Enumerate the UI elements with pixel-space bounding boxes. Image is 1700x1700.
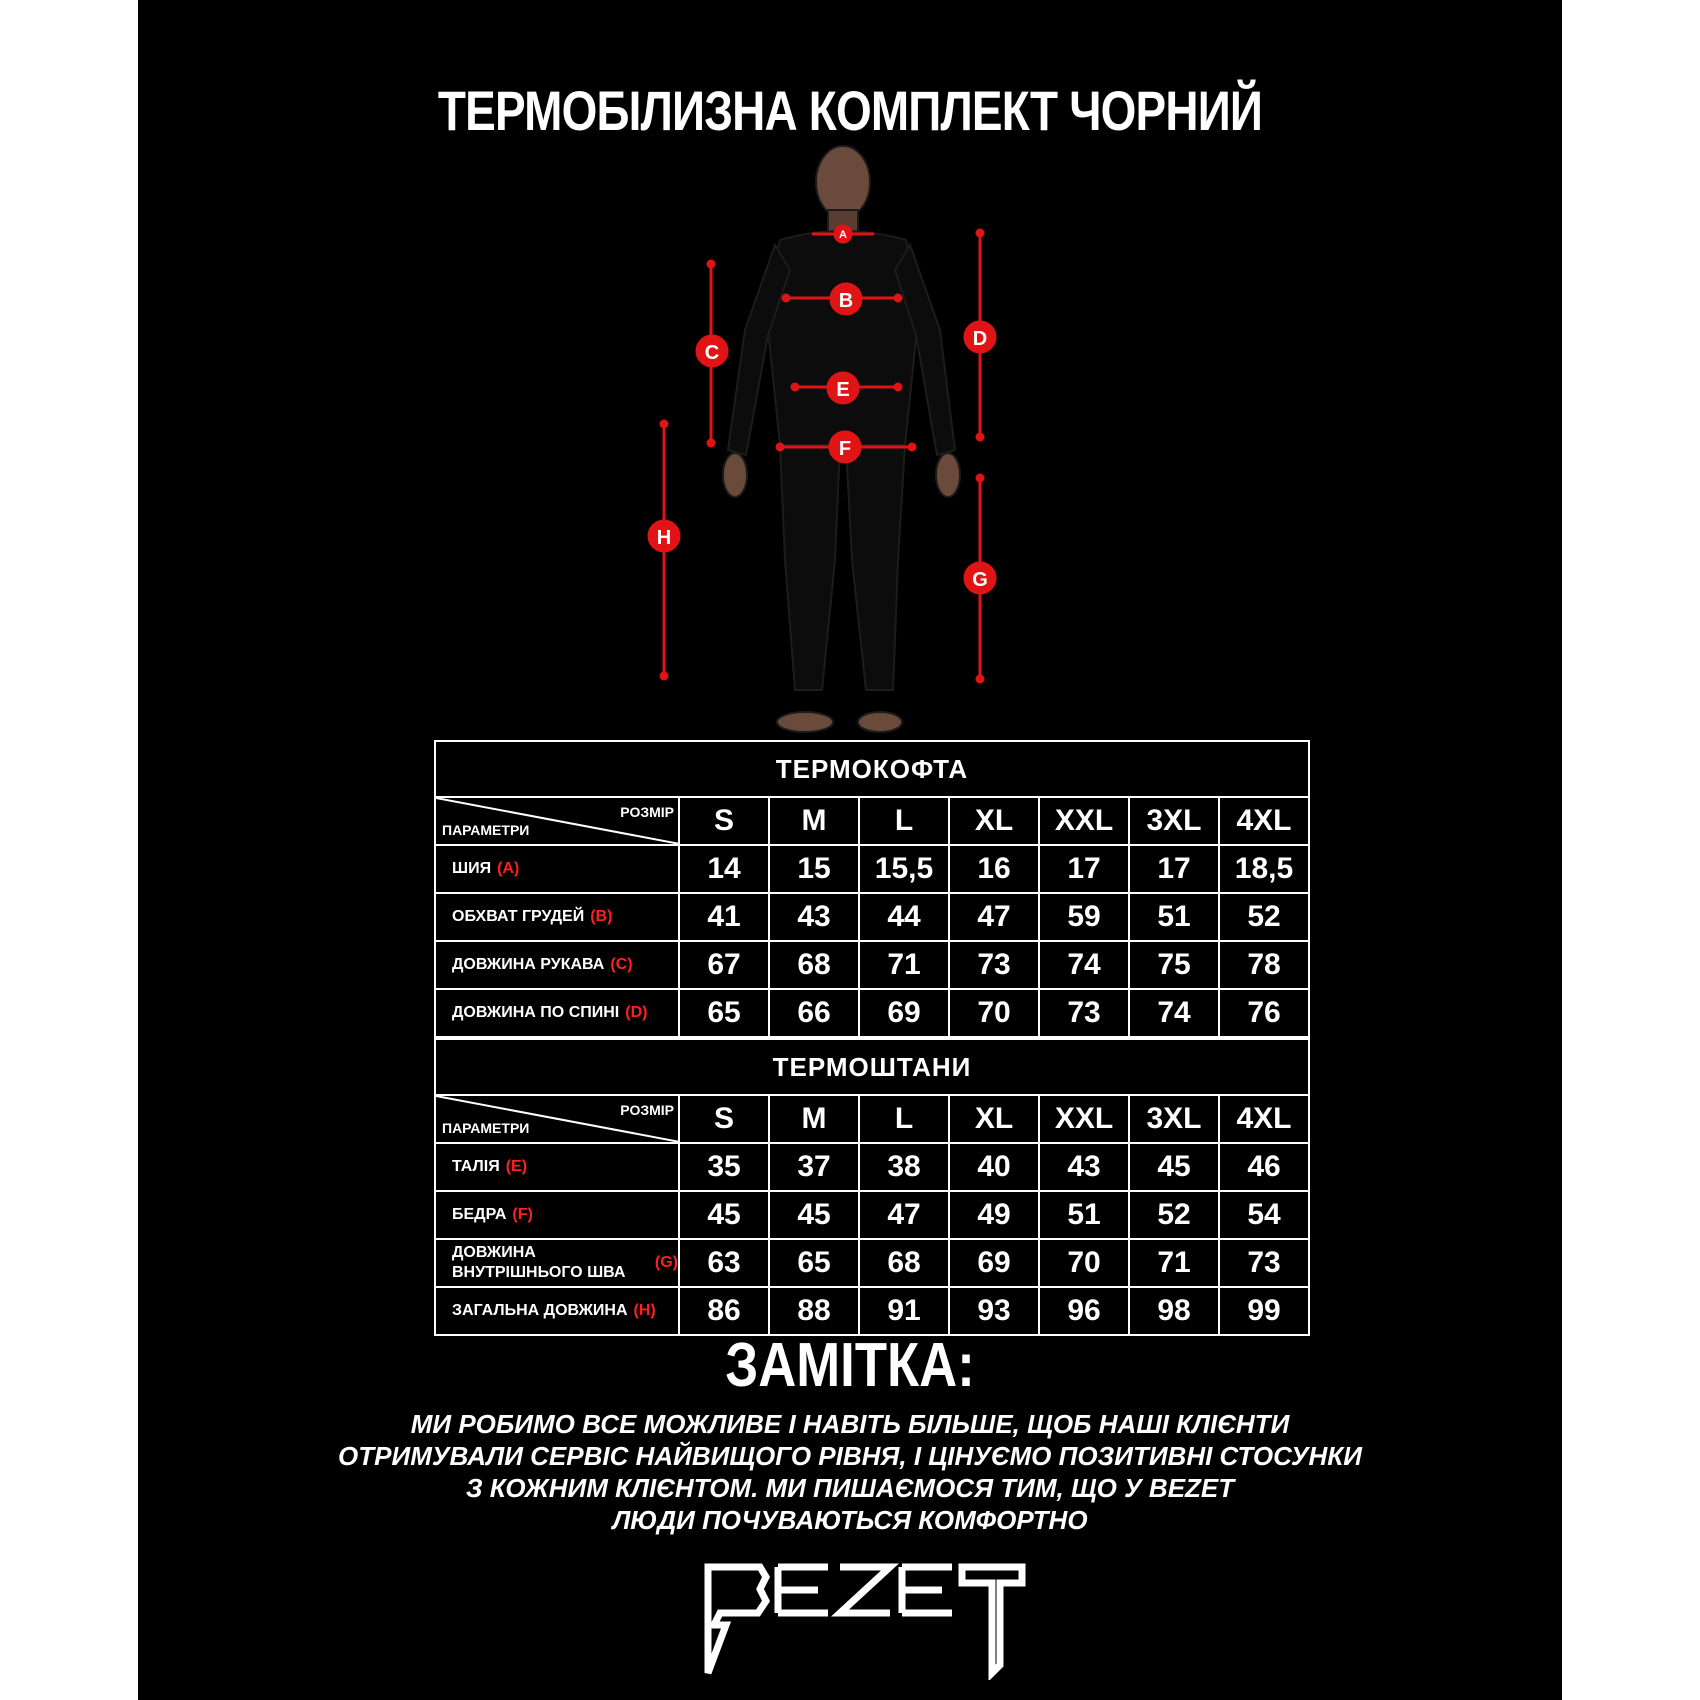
table-row — [436, 942, 1308, 990]
table-cell: 73 — [1247, 1246, 1281, 1279]
marker-label-e: E — [836, 379, 850, 401]
note-line: ОТРИМУВАЛИ СЕРВІС НАЙВИЩОГО РІВНЯ, І ЦІНУЄМО ПОЗИТИВНІ СТОСУНКИ — [338, 1441, 1362, 1471]
table-cell: 35 — [680, 1144, 770, 1190]
table-row — [436, 1240, 1308, 1288]
table-cell: 96 — [1040, 1288, 1130, 1334]
table-cell: 46 — [1247, 1150, 1281, 1183]
size-header: 3XL — [1130, 798, 1220, 844]
top-table-corner-cell — [436, 798, 680, 844]
table-cell: 71 — [1130, 1240, 1220, 1286]
table-cell: 47 — [860, 1192, 950, 1238]
note-line: МИ РОБИМО ВСЕ МОЖЛИВЕ І НАВІТЬ БІЛЬШЕ, ЩОБ НАШІ КЛІЄНТИ — [410, 1409, 1290, 1439]
table-cell: 93 — [950, 1288, 1040, 1334]
table-cell: 38 — [860, 1144, 950, 1190]
marker-label-g: G — [972, 569, 988, 591]
table-cell: 15,5 — [860, 846, 950, 892]
table-cell: 44 — [860, 894, 950, 940]
row-label: ШИЯ (A) — [436, 846, 680, 892]
table-cell: 68 — [860, 1240, 950, 1286]
table-cell: 47 — [950, 894, 1040, 940]
table-cell: 51 — [1040, 1192, 1130, 1238]
row-label: ТАЛІЯ (E) — [436, 1144, 680, 1190]
bezet-logo — [700, 1555, 1030, 1680]
page-title: ТЕРМОБІЛИЗНА КОМПЛЕКТ ЧОРНИЙ — [437, 79, 1263, 142]
table-cell: 70 — [950, 990, 1040, 1036]
row-label: ДОВЖИНА РУКАВА (C) — [436, 942, 680, 988]
table-cell: 51 — [1130, 894, 1220, 940]
size-header: S — [680, 1096, 770, 1142]
table-cell: 75 — [1130, 942, 1220, 988]
corner-params-label: ПАРАМЕТРИ — [442, 822, 530, 838]
table-cell: 70 — [1040, 1240, 1130, 1286]
top-table-header-row — [436, 798, 1308, 846]
note-heading: ЗАМІТКА: — [725, 1331, 975, 1400]
top-table-title: ТЕРМОКОФТА — [436, 742, 1308, 798]
row-label: ЗАГАЛЬНА ДОВЖИНА (H) — [436, 1288, 680, 1334]
table-cell: 43 — [1040, 1144, 1130, 1190]
marker-label-a: A — [839, 229, 847, 241]
size-chart-table — [434, 740, 1310, 1336]
table-cell: 88 — [770, 1288, 860, 1334]
table-cell: 45 — [1130, 1144, 1220, 1190]
table-cell: 68 — [770, 942, 860, 988]
table-cell: 69 — [860, 990, 950, 1036]
table-cell: 18,5 — [1234, 852, 1294, 885]
table-row — [436, 1288, 1308, 1334]
table-cell: 76 — [1247, 996, 1281, 1029]
table-cell: 17 — [1040, 846, 1130, 892]
table-cell: 45 — [770, 1192, 860, 1238]
size-header: 4XL — [1236, 1102, 1292, 1135]
table-cell: 41 — [680, 894, 770, 940]
table-row — [436, 846, 1308, 894]
table-cell: 67 — [680, 942, 770, 988]
table-cell: 98 — [1130, 1288, 1220, 1334]
table-cell: 74 — [1040, 942, 1130, 988]
note-text — [230, 1408, 1470, 1536]
table-row — [436, 990, 1308, 1038]
table-cell: 86 — [680, 1288, 770, 1334]
model-figure-illustration — [0, 0, 1700, 740]
bottom-table-title: ТЕРМОШТАНИ — [436, 1038, 1308, 1096]
marker-label-d: D — [972, 328, 988, 350]
note-line: ЛЮДИ ПОЧУВАЮТЬСЯ КОМФОРТНО — [612, 1505, 1088, 1535]
table-cell: 49 — [950, 1192, 1040, 1238]
table-cell: 59 — [1040, 894, 1130, 940]
table-cell: 14 — [680, 846, 770, 892]
table-cell: 73 — [1040, 990, 1130, 1036]
corner-size-label: РОЗМІР — [620, 804, 674, 820]
table-row — [436, 1192, 1308, 1240]
size-header: L — [860, 1096, 950, 1142]
size-header: L — [860, 798, 950, 844]
marker-label-h: H — [656, 527, 672, 549]
table-cell: 78 — [1247, 948, 1281, 981]
table-cell: 40 — [950, 1144, 1040, 1190]
marker-label-b: B — [838, 290, 854, 312]
size-header: XXL — [1040, 1096, 1130, 1142]
corner-params-label: ПАРАМЕТРИ — [442, 1120, 530, 1136]
row-label: ДОВЖИНА ВНУТРІШНЬОГО ШВА (G) — [436, 1240, 680, 1286]
table-cell: 52 — [1247, 900, 1281, 933]
table-row — [436, 894, 1308, 942]
table-cell: 43 — [770, 894, 860, 940]
size-header: S — [680, 798, 770, 844]
note-line: З КОЖНИМ КЛІЄНТОМ. МИ ПИШАЄМОСЯ ТИМ, ЩО У BEZET — [465, 1473, 1235, 1503]
table-cell: 37 — [770, 1144, 860, 1190]
row-label: БЕДРА (F) — [436, 1192, 680, 1238]
table-cell: 91 — [860, 1288, 950, 1334]
table-cell: 16 — [950, 846, 1040, 892]
table-cell: 69 — [950, 1240, 1040, 1286]
table-cell: 65 — [680, 990, 770, 1036]
table-cell: 66 — [770, 990, 860, 1036]
table-cell: 63 — [680, 1240, 770, 1286]
table-cell: 65 — [770, 1240, 860, 1286]
bottom-table-header-row — [436, 1096, 1308, 1144]
size-header: 4XL — [1236, 804, 1292, 837]
table-cell: 73 — [950, 942, 1040, 988]
bottom-table-corner-cell — [436, 1096, 680, 1142]
table-cell: 45 — [680, 1192, 770, 1238]
row-label: ОБХВАТ ГРУДЕЙ (B) — [436, 894, 680, 940]
size-header: M — [770, 798, 860, 844]
marker-label-f: F — [838, 438, 852, 460]
table-cell: 52 — [1130, 1192, 1220, 1238]
table-cell: 99 — [1247, 1294, 1281, 1327]
table-cell: 71 — [860, 942, 950, 988]
size-header: M — [770, 1096, 860, 1142]
size-header: XL — [950, 1096, 1040, 1142]
size-header: XL — [950, 798, 1040, 844]
size-header: 3XL — [1130, 1096, 1220, 1142]
row-label: ДОВЖИНА ПО СПИНІ (D) — [436, 990, 680, 1036]
table-cell: 54 — [1247, 1198, 1281, 1231]
table-row — [436, 1144, 1308, 1192]
table-cell: 15 — [770, 846, 860, 892]
marker-label-c: C — [704, 342, 720, 364]
size-header: XXL — [1040, 798, 1130, 844]
table-cell: 74 — [1130, 990, 1220, 1036]
corner-size-label: РОЗМІР — [620, 1102, 674, 1118]
table-cell: 17 — [1130, 846, 1220, 892]
